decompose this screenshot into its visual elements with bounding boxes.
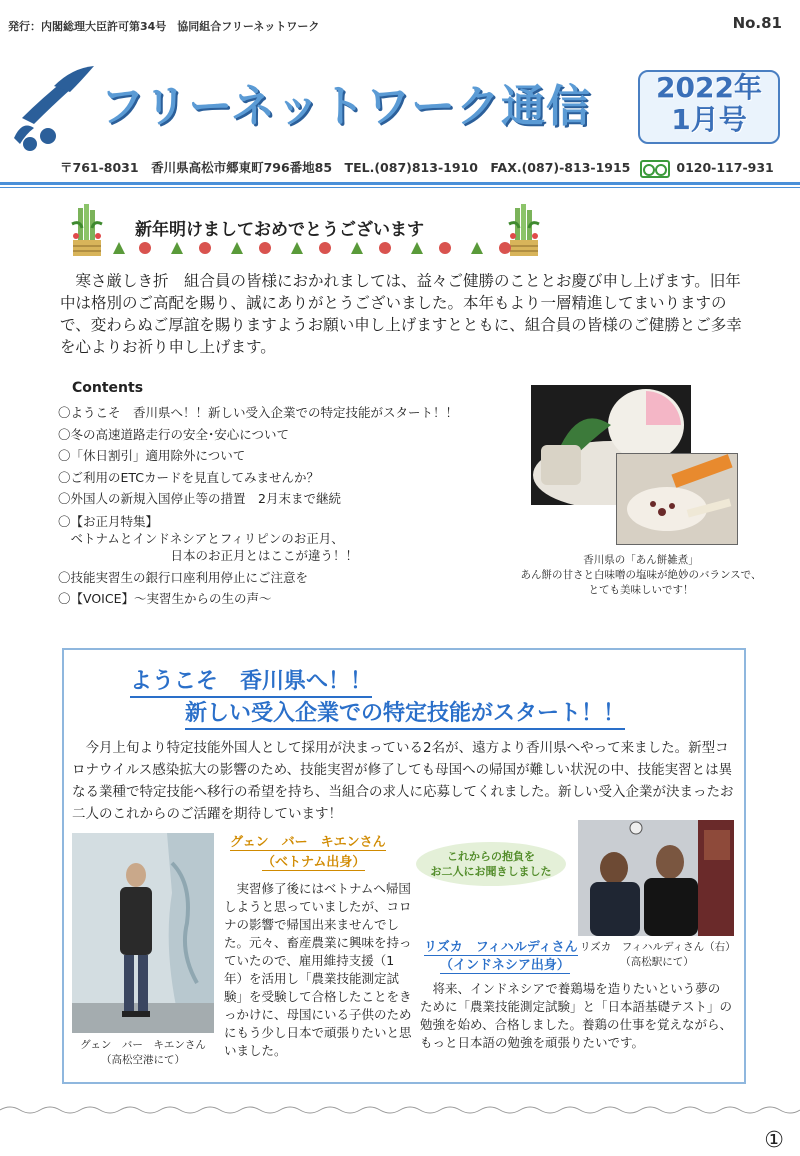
plum-bamboo-decoration-icon (105, 240, 525, 256)
station-caption-line: （高松駅にて） (620, 956, 694, 968)
feature-intro: 今月上旬より特定技能外国人として採用が決まっている2名が、遠方より香川県へやって来ました。新型コロナウイルス感染拡大の影響のため、技能実習が修了しても母国への帰国が難しい状況の中、技能実習とは異なる業種で特定技能へ移行の希望を持ち、当組合の求人に応募してくれました。新しい受入企業が決まったお二人のこれからのご活躍を期待しています！ (72, 740, 734, 822)
address-text: 〒761-8031 香川県高松市郷東町796番地85 TEL.(087)813-1910 FAX.(087)-813-1915 (60, 160, 631, 175)
header-rule (0, 182, 800, 185)
publisher-line: 発行：内閣総理大臣許可第34号 協同組合フリーネットワーク (8, 20, 320, 33)
airport-caption (72, 1038, 214, 1068)
free-dial-number: 0120-117-931 (676, 160, 774, 175)
contents-item[interactable]: 〇【お正月特集】 (58, 513, 159, 529)
contents-item[interactable]: 〇「休日割引」適用除外について (58, 448, 246, 463)
zoni-caption (500, 553, 782, 598)
contents-item[interactable]: 〇【VOICE】～実習生からの生の声～ (58, 591, 272, 606)
issue-month: 1月号 (671, 103, 747, 136)
person2-name: リズカ フィハルディさん (424, 936, 578, 956)
person1-message: 実習修了後にはベトナムへ帰国しようと思っていましたが、コロナの影響で帰国出来ませんでした。元々、畜産農業に興味を持っていたので、雇用維持支援（1年）を活用し「農業技能測定試験」を受験して合格したことをきっかけに、母国にいる子供のためにもう少し日本で頑張りたいと思いました。 (224, 881, 412, 1058)
person2-message: 将来、インドネシアで養鶏場を造りたいという夢のために「農業技能測定試験」と「日本語基礎テスト」の勉強を始め、合格しました。養鶏の仕事を覚えながら、もっと日本語の勉強を頑張りたいです。 (420, 981, 733, 1050)
contents-item[interactable]: 〇外国人の新規入国停止等の措置 2月末まで継続 (58, 491, 341, 506)
feature-title-line1: ようこそ 香川県へ！！ (130, 664, 372, 698)
zoni-detail-photo (616, 453, 738, 545)
interview-bubble (416, 842, 566, 886)
feature-title-line2: 新しい受入企業での特定技能がスタート！！ (185, 696, 625, 730)
contents-item[interactable]: 〇ようこそ 香川県へ！！新しい受入企業での特定技能がスタート！！ (58, 405, 459, 420)
person1-name: グェン バー キエンさん (230, 831, 386, 851)
contents-item: ベトナムとインドネシアとフィリピンのお正月、 (58, 530, 344, 546)
contents-item: 日本のお正月とはここが違う！！ (58, 547, 359, 563)
contents-title: Contents (72, 380, 144, 396)
page-number: ① (764, 1128, 784, 1153)
bubble-line: お二人にお聞きしました (430, 865, 552, 878)
person2-origin: （インドネシア出身） (440, 954, 570, 974)
free-dial-icon (640, 160, 670, 178)
issue-date-box (638, 70, 780, 144)
header-rule-thin (0, 187, 800, 188)
issue-year: 2022年 (656, 71, 762, 104)
station-photo (578, 820, 734, 936)
greeting-body: 寒さ厳しき折 組合員の皆様におかれましては、益々ご健勝のこととお慶び申し上げます。旧年中は格別のご高配を賜り、誠にありがとうございました。本年もより一層精進してまいりますので、変わらぬご厚誼を賜りますようお願い申し上げますとともに、組合員の皆様のご健勝とご多幸を心よりお祈り申し上げます。 (60, 272, 742, 356)
person1-origin: （ベトナム出身） (262, 851, 365, 871)
station-caption (580, 940, 734, 970)
kadomatsu-icon (68, 202, 106, 258)
footer-wave-divider (0, 1104, 800, 1116)
airport-photo (72, 833, 214, 1033)
contents-item[interactable]: 〇冬の高速道路走行の安全･安心について (58, 426, 290, 442)
contents-item[interactable]: 〇技能実習生の銀行口座利用停止にご注意を (58, 569, 309, 585)
zoni-caption-line: 香川県の「あん餅雑煮」 (583, 554, 699, 566)
address-bar (60, 158, 774, 178)
contents-item[interactable]: 〇ご利用のETCカードを見直してみませんか？ (58, 469, 320, 485)
bubble-line: これからの抱負を (447, 850, 535, 863)
station-caption-line: リズカ フィハルディさん（右） (580, 941, 736, 953)
issue-number: No.81 (732, 14, 782, 32)
zoni-caption-line: あん餅の甘さと白味噌の塩味が絶妙のバランスで、 (520, 569, 762, 581)
contents-list (58, 402, 528, 610)
airport-caption-line: （高松空港にて） (101, 1054, 185, 1066)
masthead-title: フリーネットワーク通信 (100, 81, 592, 132)
zoni-caption-line: とても美味しいです！ (588, 584, 694, 596)
greeting-title: 新年明けましておめでとうございます (135, 220, 424, 240)
logo-icon (12, 58, 104, 154)
airport-caption-line: グェン バー キエンさん (80, 1039, 206, 1051)
